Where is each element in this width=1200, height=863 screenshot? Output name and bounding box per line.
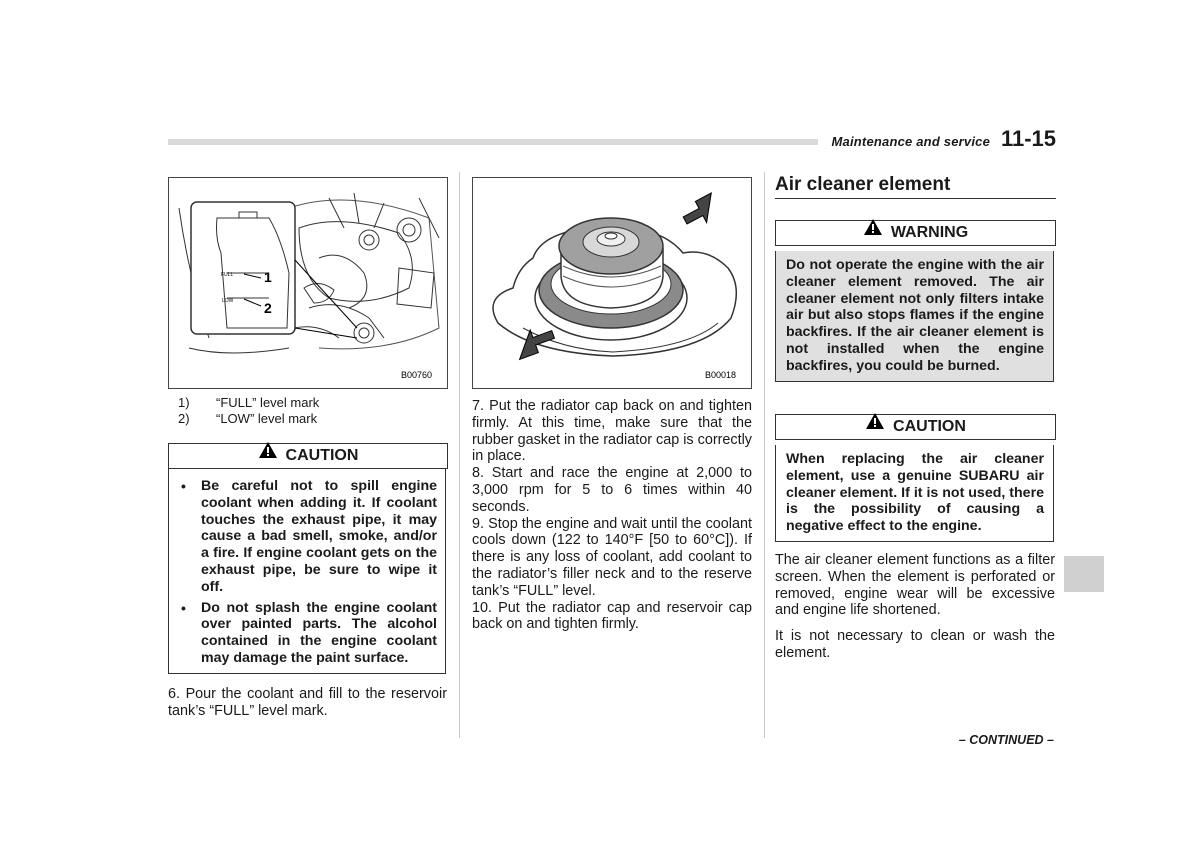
callout-2: 2: [264, 300, 272, 316]
section-title: Maintenance and service: [831, 134, 990, 149]
radiator-cap-illustration: [473, 178, 751, 388]
caution-header: [168, 443, 448, 469]
caption-item: 2) “LOW” level mark: [178, 411, 318, 426]
caution-body: [168, 468, 446, 674]
warning-header: [775, 220, 1056, 246]
middle-steps: [472, 398, 752, 633]
warning-triangle-icon: [863, 218, 883, 244]
step-7: 7. Put the radiator cap back on and tighten firmly. At this time, make sure that the rubber gasket in the radiator cap is correctly in place.: [472, 398, 752, 465]
low-mark-label: LOW: [222, 298, 234, 304]
step-10: 10. Put the radiator cap and reservoir cap back on and tighten firmly.: [472, 599, 752, 633]
warning-triangle-icon: [258, 441, 278, 467]
step-9: 9. Stop the engine and wait until the coolant cools down (122 to 140°F [50 to 60°C]). If there is any loss of coolant, add coolant to the radiator’s filler neck and to the reserve tank’s “FULL” level.: [472, 515, 752, 599]
caption-item: 1) “FULL” level mark: [178, 395, 320, 410]
caution-header: [775, 414, 1056, 440]
step-6: 6. Pour the coolant and fill to the reservoir tank’s “FULL” level mark.: [168, 686, 447, 719]
page-number: 11-15: [1000, 126, 1056, 151]
figure-code: B00760: [401, 370, 433, 380]
section-heading: Air cleaner element: [775, 174, 951, 195]
paragraph-1: The air cleaner element functions as a filter screen. When the element is perforated or removed, engine wear will be excessive and engine life shortened.: [775, 552, 1055, 619]
warning-body: Do not operate the engine with the air cleaner element removed. The air cleaner element not only filters intake air but also stops flames if the engine backfires. If the air cleaner element is not installed when the engine backfires, you could be burned.: [775, 251, 1054, 382]
step-8: 8. Start and race the engine at 2,000 to 3,000 rpm for 5 to 6 times within 40 seconds.: [472, 465, 752, 515]
full-mark-label: FULL: [221, 272, 234, 278]
caution-title: CAUTION: [893, 418, 966, 435]
paragraph-2: It is not necessary to clean or wash the element.: [775, 628, 1055, 661]
column-divider: [459, 172, 460, 738]
warning-title: WARNING: [890, 224, 969, 241]
figure-captions: [178, 395, 448, 427]
radiator-cap-figure: [472, 177, 752, 389]
column-divider: [764, 172, 765, 738]
caution-item: • Be careful not to spill engine coolant when adding it. If coolant touches the exhaust pipe, it may cause a bad smell, smoke, and/or a fire. If engine coolant gets on the exhaust pipe, be sure to wipe it off.: [171, 478, 437, 596]
engine-bay-illustration: [169, 178, 447, 388]
caution-item: • Do not splash the engine coolant over painted parts. The alcohol contained in the engine coolant may damage the paint surface.: [171, 600, 437, 667]
caution-body: When replacing the air cleaner element, use a genuine SUBARU air cleaner element. If it is not used, there is the possibility of causing a negative effect to the engine.: [775, 445, 1054, 542]
figure-code: B00018: [705, 370, 737, 380]
callout-1: 1: [264, 269, 272, 285]
chapter-tab: [1064, 556, 1104, 592]
engine-bay-figure: [168, 177, 448, 389]
warning-triangle-icon: [865, 412, 885, 438]
continued-marker: – CONTINUED –: [958, 733, 1054, 747]
caution-title: CAUTION: [285, 447, 359, 464]
header-rule: [168, 139, 818, 145]
heading-underline: [775, 198, 1056, 199]
